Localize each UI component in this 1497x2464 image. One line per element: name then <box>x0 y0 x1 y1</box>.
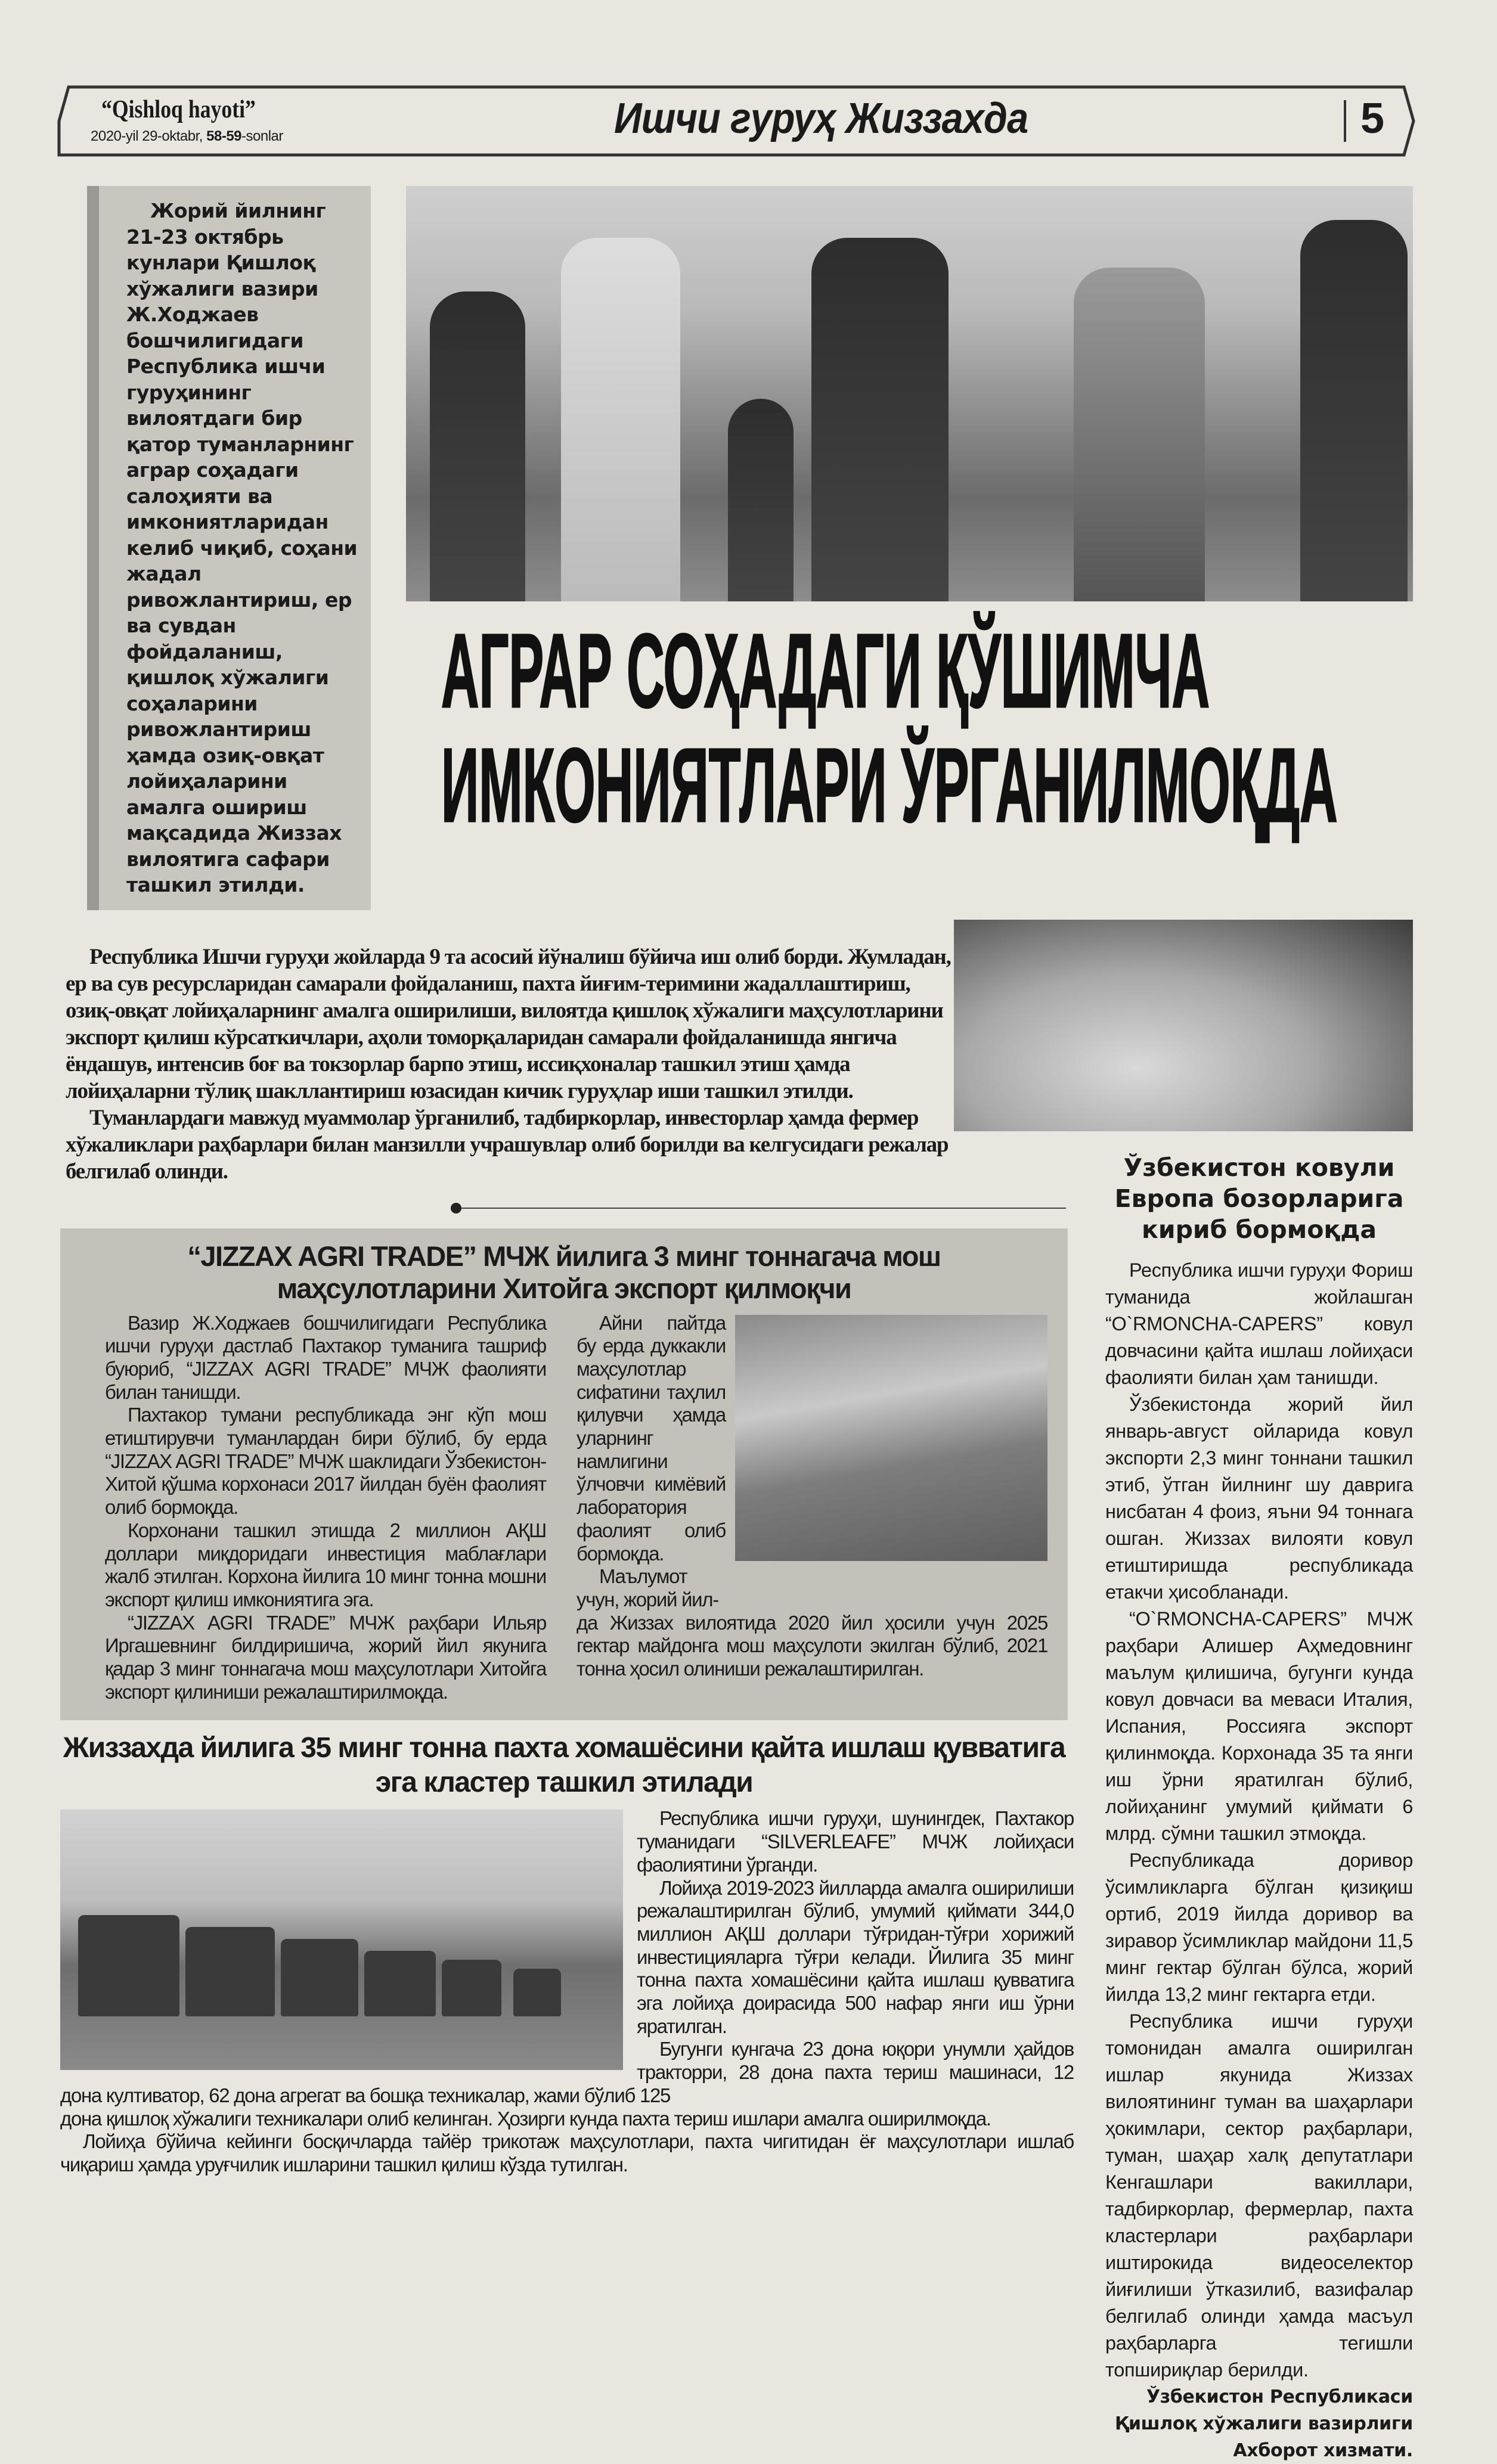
paragraph: Бугунги кунгача 23 дона юқори унумли ҳайдов тракторри, 28 дона пахта териш машинаси, 12 дона култиватор, 62 дона агрегат ва бошқа техникалар, жами бўлиб 125 <box>60 2038 1074 2106</box>
paragraph: Айни пайтда бу ерда дуккакли маҳсулотлар сифатини таҳлил қилувчи ҳамда уларнинг намлигини ўлчовчи кимёвий лаборатория фаолият олиб бормоқда. <box>577 1311 726 1565</box>
paragraph: Корхонани ташкил этишда 2 миллион АҚШ доллари миқдоридаги инвестиция маблағлари жалб этилган. Корхона йилига 10 минг тонна мошни экспорт қилиш имкониятига эга. <box>105 1519 546 1610</box>
photo-warehouse <box>735 1315 1047 1561</box>
paragraph: Республика ишчи гуруҳи томонидан амалга оширилган ишлар якунида Жиззах вилоятининг туман ва шаҳарлари ҳокимлари, сектор раҳбарлари, туман, шаҳар халқ депутатлари Кенгашлари вакиллари, тадбиркорлар, фермерлар, пахта кластерлари раҳбарлари иштирокида видеоселектор йиғилиши ўтказилиб, вазифалар белгилаб олинди ҳамда масъул раҳбарларга тегишли топшириқлар берилди. <box>1105 2010 1413 2381</box>
intro-text <box>66 944 954 1185</box>
lower-section <box>60 920 1413 2464</box>
paragraph: Вазир Ж.Ходжаев бошчилигидаги Республика ишчи гуруҳи дастлаб Пахтакор туманига ташриф буюриб, “JIZZAX AGRI TRADE” МЧЖ фаолияти билан танишди. <box>105 1311 546 1403</box>
paragraph: “O`RMONCHA-CAPERS” МЧЖ раҳбари Алишер Аҳмедовнинг маълум қилишича, бугунги кунда ковул довчаси ва меваси Италия, Испания, Россияга экспорт қилинмоқда. Корхонада 35 та янги иш ўрни яратилган бўлиб, лойиҳанинг умумий қиймати 6 млрд. сўмни ташкил этмоқда. <box>1105 1608 1413 1844</box>
page-number-separator <box>1344 100 1346 142</box>
intro-paragraph: Туманлардаги мавжуд муаммолар ўрганилиб, тадбиркорлар, инвесторлар ҳамда фермер хўжаликлари раҳбарлари билан манзилли учрашувлар олиб борилди ва келгусидаги режалар белгилаб олинди. <box>66 1105 949 1184</box>
top-right-area <box>406 186 1413 843</box>
article-cluster-title: Жиззахда йилига 35 минг тонна пахта хомашёсини қайта ишлаш қувватига эга кластер ташкил этилади <box>63 1732 1065 1799</box>
date-text: 2020-yil 29-oktabr, <box>91 128 207 144</box>
photo-tractors <box>60 1810 623 2070</box>
article-capers-title: Ўзбекистон ковули Европа бозорларига кириб бормоқда <box>1114 1153 1404 1244</box>
photo-officials-meeting <box>406 186 1413 601</box>
newspaper-name: “Qishloq hayoti” <box>101 96 256 123</box>
paragraph: Республика ишчи гуруҳи Фориш туманида жойлашган “O`RMONCHA-CAPERS” ковул довчасини қайта ишлаш лойиҳаси фаолияти билан ҳам танишди. <box>1105 1259 1413 1388</box>
page-body <box>60 186 1413 2464</box>
lead-box <box>87 186 371 910</box>
article-signature <box>1105 2384 1413 2464</box>
paragraph: Лойиҳа 2019-2023 йилларда амалга оширилиши режалаштирилган бўлиб, умумий қиймати 344,0 миллион АҚШ доллари тўғридан-тўғри хорижий инвестицияларга тўғри келади. Йилига 35 минг тонна пахта хомашёсини қайта ишлаш қувватига эга лойиҳа доирасида 500 нафар янги иш ўрни яратилган. <box>637 1876 1074 2037</box>
article-jizzax-box <box>60 1228 1068 1721</box>
main-headline <box>441 613 1338 844</box>
lead-text: Жорий йилнинг 21-23 октябрь кунлари Қишлоқ хўжалиги вазири Ж.Ходжаев бошчилигидаги Республика ишчи гуруҳининг вилоятдаги бир қатор туманларнинг аграр соҳадаги салоҳияти ва имкониятларидан келиб чиқиб, соҳани жадал ривожлантириш, ер ва сувдан фойдаланиш, қишлоқ хўжалиги соҳаларини ривожлантириш ҳамда озиқ-овқат лойиҳаларини амалга ошириш мақсадида Жиззах вилоятига сафари ташкил этилди. <box>126 199 358 896</box>
issue-numbers: 58-59 <box>206 128 242 144</box>
section-title: Ишчи гуруҳ Жиззахда <box>614 95 1028 142</box>
divider-line <box>455 1208 1066 1209</box>
issue-suffix: -sonlar <box>241 128 283 144</box>
article-capers-body <box>1105 1257 1413 2464</box>
article-cluster-body <box>60 1807 1074 2176</box>
paragraph: “JIZZAX AGRI TRADE” МЧЖ раҳбари Ильяр Иргашевнинг билдиришича, жорий йил якунига қадар 3 минг тоннагача мош маҳсулотлари Хитойга экспорт қилиниши режалаштирилмоқда. <box>105 1611 546 1703</box>
issue-date <box>91 128 283 145</box>
paragraph: Лойиҳа бўйича кейинги босқичларда тайёр трикотаж маҳсулотлари, пахта чигитидан ёғ маҳсулотлари ишлаб чиқариш ҳамда уруғчилик ишларини ташкил қилиш кўзда тутилган. <box>60 2130 1074 2176</box>
left-column <box>60 920 1074 2177</box>
divider <box>60 1203 1074 1214</box>
divider-dot <box>451 1203 461 1214</box>
article-jizzax-title: “JIZZAX AGRI TRADE” МЧЖ йилига 3 минг тоннагача мош маҳсулотларини Хитойга экспорт қилмоқчи <box>187 1240 941 1304</box>
top-section <box>60 186 1413 910</box>
headline-line-1: АГРАР СОҲАДАГИ ҚЎШИМЧА <box>441 613 1210 730</box>
paragraph: Ўзбекистонда жорий йил январь-август ойларида ковул экспорти 2,3 минг тоннани ташкил этиб, ўтган йилнинг шу даврига нисбатан 4 фоиз, яъни 94 тоннага ошган. Жиззах вилояти ковул етиштиришда республикада етакчи ҳисобланади. <box>1105 1393 1413 1603</box>
article-jizzax-column-2 <box>577 1312 1047 1681</box>
intro-paragraph: Республика Ишчи гуруҳи жойларда 9 та асосий йўналиш бўйича иш олиб борди. Жумладан, ер ва сув ресурсларидан самарали фойдаланиш, пахта йиғим-теримини жадаллаштириш, озиқ-овқат лойиҳаларнинг амалга оширилиши, вилоятда қишлоқ хўжалиги маҳсулотларини экспорт қилиш кўрсаткичлари, аҳоли томорқаларидан самарали фойдаланишда янгича ёндашув, интенсив боғ ва токзорлар барпо этиш, иссиқхоналар ташкил этиш ҳамда лойиҳаларни тўлиқ шакллантириш юзасидан кичик гуруҳлар иши ташкил этилди. <box>66 944 951 1103</box>
page-number: 5 <box>1360 95 1385 142</box>
signature-line: Қишлоқ хўжалиги вазирлиги <box>1115 2413 1413 2434</box>
paragraph: дона қишлоқ хўжалиги техникалари олиб келинган. Ҳозирги кунда пахта териш ишлари амалга оширилмоқда. <box>60 2107 991 2130</box>
right-column <box>1105 920 1413 2464</box>
signature-line: Ўзбекистон Республикаси <box>1146 2386 1413 2407</box>
article-jizzax-column-1 <box>105 1312 546 1704</box>
paragraph: да Жиззах вилоятида 2020 йил ҳосили учун 2025 гектар майдонга мош маҳсулоти экилган бўлиб, 2021 тонна ҳосил олиниши режалаштирилган. <box>577 1611 1047 1680</box>
headline-line-2: ИМКОНИЯТЛАРИ ЎРГАНИЛМОҚДА <box>441 727 1338 844</box>
paragraph: Республикада доривор ўсимликларга бўлган қизиқиш ортиб, 2019 йилда доривор ва зиравор ўсимликлар майдони 11,5 минг гектар бўлган бўлса, жорий йилда 13,2 минг гектарга етди. <box>1105 1849 1413 2005</box>
signature-line: Ахборот хизмати. <box>1233 2440 1413 2461</box>
article-jizzax-columns <box>60 1312 1068 1704</box>
paragraph: Пахтакор тумани республикада энг кўп мош етиштирувчи туманлардан бири бўлиб, бу ерда “JIZZAX AGRI TRADE” МЧЖ шаклидаги Ўзбекистон-Хитой қўшма корхонаси 2017 йилдан буён фаолият олиб бормоқда. <box>105 1404 546 1519</box>
paragraph: Республика ишчи гуруҳи, шунингдек, Пахтакор туманидаги “SILVERLEAFE” МЧЖ лойиҳаси фаолиятини ўрганди. <box>637 1807 1074 1876</box>
paragraph: Маълумот учун, жорий йил- <box>577 1565 718 1610</box>
photo-seed-sorting <box>954 920 1413 1131</box>
